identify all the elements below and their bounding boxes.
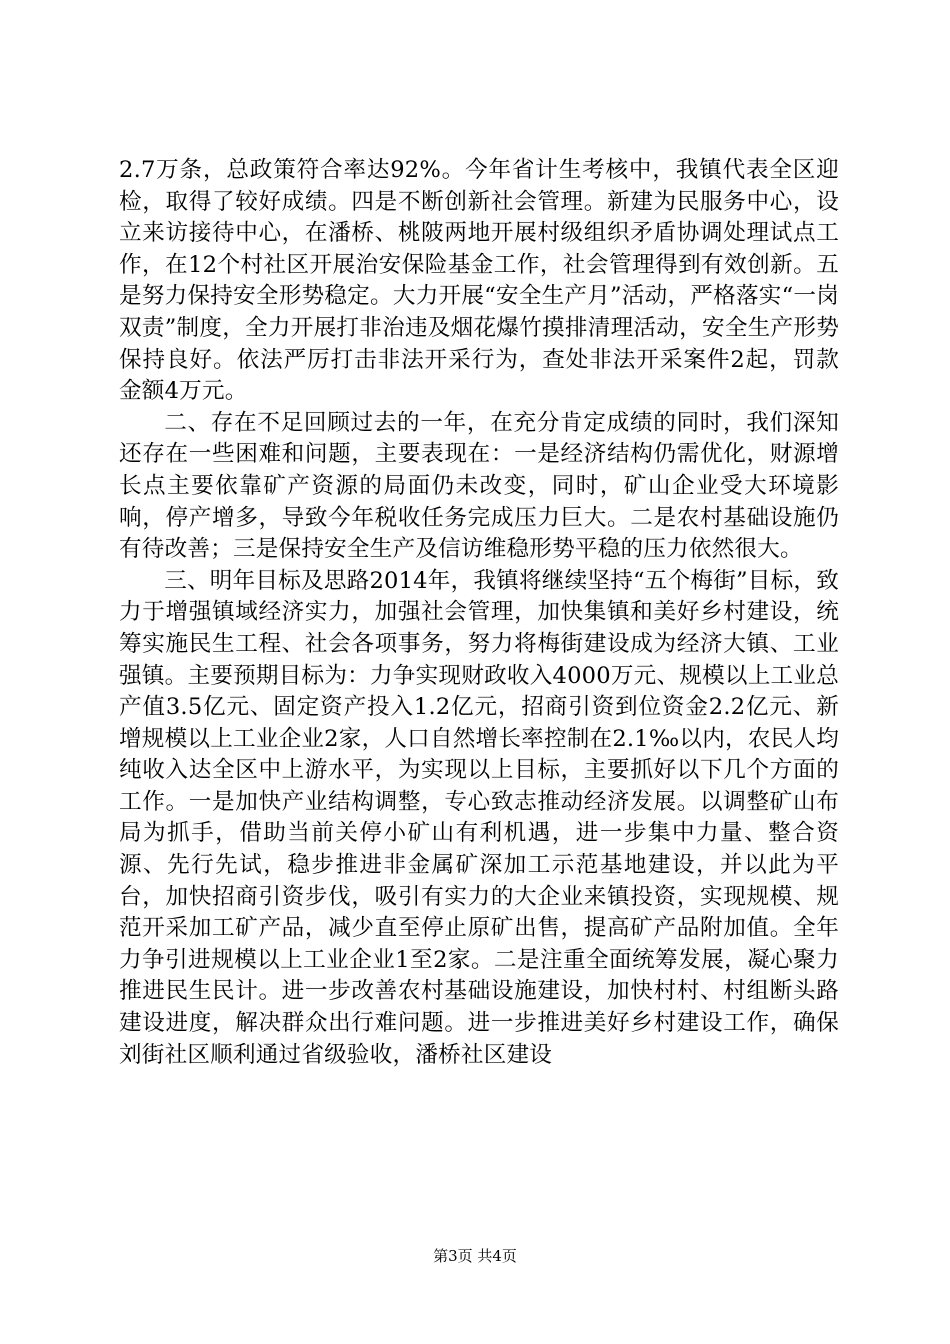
page-number-footer: 第3页 共4页: [433, 1247, 517, 1265]
paragraph-continuation: 2.7万条，总政策符合率达92%。今年省计生考核中，我镇代表全区迎检，取得了较好成绩。四是不断创新社会管理。新建为民服务中心，设立来访接待中心，在潘桥、桃陂两地开展村级组织矛盾协调处理试点工作，在12个村社区开展治安保险基金工作，社会管理得到有效创新。五是努力保持安全形势稳定。大力开展“安全生产月”活动，严格落实“一岗双责”制度，全力开展打非治违及烟花爆竹摸排清理活动，安全生产形势保持良好。依法严厉打击非法开采行为，查处非法开采案件2起，罚款金额4万元。: [119, 157, 839, 405]
document-body: [119, 155, 839, 1071]
paragraph-goals: 三、明年目标及思路2014年，我镇将继续坚持“五个梅街”目标，致力于增强镇域经济实力，加强社会管理，加快集镇和美好乡村建设，统筹实施民生工程、社会各项事务，努力将梅街建设成为经济大镇、工业强镇。主要预期目标为：力争实现财政收入4000万元、规模以上工业总产值3.5亿元、固定资产投入1.2亿元，招商引资到位资金2.2亿元、新增规模以上工业企业2家，人口自然增长率控制在2.1‰以内，农民人均纯收入达全区中上游水平，为实现以上目标，主要抓好以下几个方面的工作。一是加快产业结构调整，专心致志推动经济发展。以调整矿山布局为抓手，借助当前关停小矿山有利机遇，进一步集中力量、整合资源、先行先试，稳步推进非金属矿深加工示范基地建设，并以此为平台，加快招商引资步伐，吸引有实力的大企业来镇投资，实现规模、规范开采加工矿产品，减少直至停止原矿出售，提高矿产品附加值。全年力争引进规模以上工业企业1至2家。二是注重全面统筹发展，凝心聚力推进民生民计。进一步改善农村基础设施建设，加快村村、村组断头路建设进度，解决群众出行难问题。进一步推进美好乡村建设工作，确保刘街社区顺利通过省级验收，潘桥社区建设: [119, 567, 839, 1068]
paragraph-shortcomings: 二、存在不足回顾过去的一年，在充分肯定成绩的同时，我们深知还存在一些困难和问题，主要表现在：一是经济结构仍需优化，财源增长点主要依靠矿产资源的局面仍未改变，同时，矿山企业受大环境影响，停产增多，导致今年税收任务完成压力巨大。二是农村基础设施仍有待改善；三是保持安全生产及信访维稳形势平稳的压力依然很大。: [119, 409, 839, 563]
